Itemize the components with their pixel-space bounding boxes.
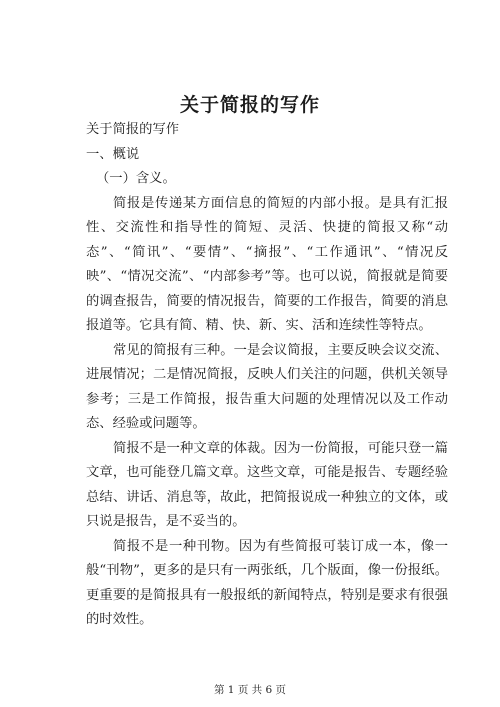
section-heading: 一、概说 [86, 146, 140, 162]
paragraph-not-periodical: 简报不是一种刊物。因为有些简报可装订成一本，像一般“刊物”，更多的是只有一两张纸，几个版面，像一份报纸。更重要的是简报具有一般报纸的新闻特点，特别是要求有很强的时效性。 [86, 538, 448, 627]
paragraph-definition: 简报是传递某方面信息的简短的内部小报。是具有汇报性、交流性和指导性的简短、灵活、快捷的简报又称“动态”、“简讯”、“要情”、“摘报”、“工作通讯”、“情况反映”、“情况交流”、“内部参考”等。也可以说，简报就是简要的调查报告，简要的情况报告，简要的工作报告，简要的消息报道等。它具有简、精、快、新、实、活和连续性等特点。 [86, 195, 448, 333]
document-body [86, 118, 448, 633]
subsection-heading: （一）含义。 [96, 171, 176, 186]
paragraph-types: 常见的简报有三种。一是会议简报，主要反映会议交流、进展情况；二是情况简报，反映人们关注的问题，供机关领导参考；三是工作简报，报告重大问题的处理情况以及工作动态、经验或问题等。 [86, 342, 448, 431]
page-number-footer: 第 1 页 共 6 页 [213, 684, 287, 696]
document-title: 关于简报的写作 [179, 94, 320, 116]
subtitle-line: 关于简报的写作 [86, 122, 180, 137]
paragraph-not-genre: 简报不是一种文章的体裁。因为一份简报，可能只登一篇文章，也可能登几篇文章。这些文章，可能是报告、专题经验总结、讲话、消息等，故此，把简报说成一种独立的文体，或只说是报告，是不妥当的。 [86, 440, 448, 529]
